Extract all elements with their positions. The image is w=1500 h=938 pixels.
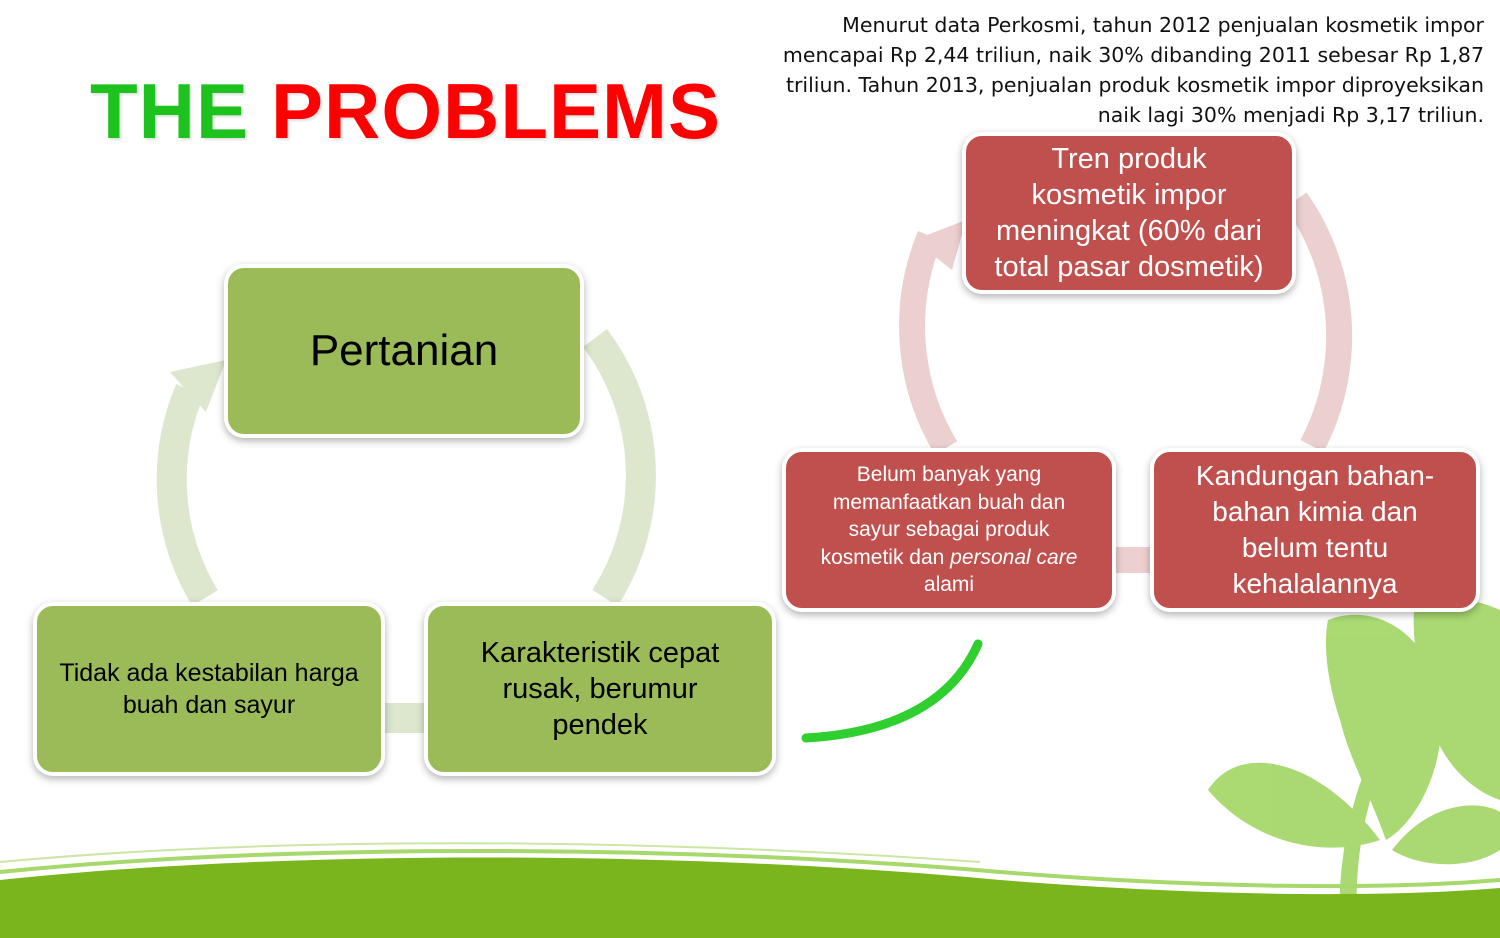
node-text: kosmetik impor [1031, 179, 1227, 211]
statistics-note [764, 10, 1484, 130]
node-text: pendek [552, 709, 648, 741]
node-text: sayur sebagai produk [848, 518, 1050, 542]
node-kandungan-bahan [1150, 448, 1480, 612]
node-tidak-ada-kestabilan [33, 602, 385, 776]
node-text: Belum banyak yang [856, 463, 1042, 487]
node-text: Tren produk [1051, 143, 1207, 175]
page-title [90, 67, 722, 155]
node-text: Kandungan bahan- [1195, 460, 1435, 491]
node-text-italic: personal care [950, 545, 1078, 569]
node-text: buah dan sayur [122, 691, 296, 719]
title-word-the: THE [90, 67, 249, 155]
node-text: belum tentu [1241, 532, 1389, 563]
node-text: kosmetik dan [820, 545, 951, 569]
note-line: triliun. Tahun 2013, penjualan produk kosmetik impor diproyeksikan [785, 73, 1484, 97]
node-text: total pasar dosmetik) [994, 251, 1264, 283]
node-text: rusak, berumur [502, 673, 698, 705]
note-line: mencapai Rp 2,44 triliun, naik 30% dibanding 2011 sebesar Rp 1,87 [782, 43, 1484, 67]
note-line: Menurut data Perkosmi, tahun 2012 penjualan kosmetik impor [842, 13, 1484, 37]
node-text: kehalalannya [1232, 568, 1398, 599]
connector-arrow-icon [806, 644, 978, 738]
node-tren-produk [962, 132, 1296, 294]
node-text: alami [923, 573, 975, 597]
ground-waves [0, 843, 1500, 938]
note-line: naik lagi 30% menjadi Rp 3,17 triliun. [1097, 103, 1484, 127]
node-text-line [821, 544, 1078, 572]
node-text: Karakteristik cepat [480, 637, 720, 669]
title-word-problems: PROBLEMS [271, 67, 722, 155]
node-text: Pertanian [309, 326, 499, 375]
node-text: meningkat (60% dari [996, 215, 1262, 247]
node-text: memanfaatkan buah dan [832, 490, 1066, 514]
node-belum-banyak [782, 448, 1116, 612]
node-karakteristik [424, 602, 776, 776]
node-pertanian [224, 264, 584, 438]
node-text: Tidak ada kestabilan harga [59, 659, 359, 687]
node-text: bahan kimia dan [1212, 496, 1418, 527]
